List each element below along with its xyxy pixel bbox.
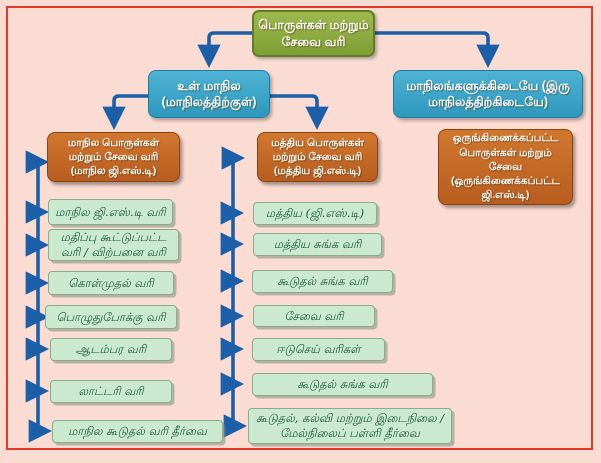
state-tax-item: லாட்டரி வரி (50, 380, 172, 403)
state-tax-item: பொழுதுபோக்கு வரி (45, 305, 177, 329)
node-intra-state: உள் மாநில (மாநிலத்திற்குள்) (148, 70, 270, 118)
central-tax-item: மத்திய சுங்க வரி (253, 233, 382, 256)
central-tax-item: ஈடுசெய் வரிகள் (252, 338, 385, 361)
state-tax-item: மாநில ஜி.எஸ்.டி வரி (48, 199, 173, 225)
node-integrated-gst: ஒருங்கிணைக்கப்பட்ட பொருள்கள் மற்றும் சேவை (ஒருங்கிணைக்கப்பட்ட ஜி.எஸ்.டி) (438, 129, 573, 205)
node-inter-state: மாநிலங்களுக்கிடையே (இரு மாநிலத்திற்கிடையே) (393, 70, 583, 118)
state-tax-item: ஆடம்பர வரி (50, 338, 172, 361)
node-state-gst: மாநில பொருள்கள் மற்றும் சேவை வரி (மாநில ஜி.எஸ்.டி) (47, 132, 180, 182)
node-gst-root: பொருள்கள் மற்றும் சேவை வரி (252, 10, 375, 57)
central-tax-item: கூடுதல் சுங்க வரி (252, 373, 433, 396)
central-tax-item: கூடுதல் சுங்க வரி (252, 270, 393, 293)
state-tax-item: கொள்முதல் வரி (48, 271, 174, 295)
node-central-gst: மத்திய பொருள்கள் மற்றும் சேவை வரி (மத்திய ஜி.எஸ்.டி) (257, 132, 378, 182)
state-tax-item: மதிப்பு கூட்டுப்பட்ட வரி / விற்பனை வரி (48, 229, 179, 261)
central-tax-item: சேவை வரி (253, 305, 375, 327)
central-tax-item: கூடுதல், கல்வி மற்றும் இடைநிலை / மேல்நிலைப் பள்ளி தீர்வை (248, 408, 452, 444)
central-tax-item: மத்திய (ஜி.எஸ்.டி) (253, 202, 377, 225)
state-tax-item: மாநில கூடுதல் வரி தீர்வை (52, 420, 223, 443)
